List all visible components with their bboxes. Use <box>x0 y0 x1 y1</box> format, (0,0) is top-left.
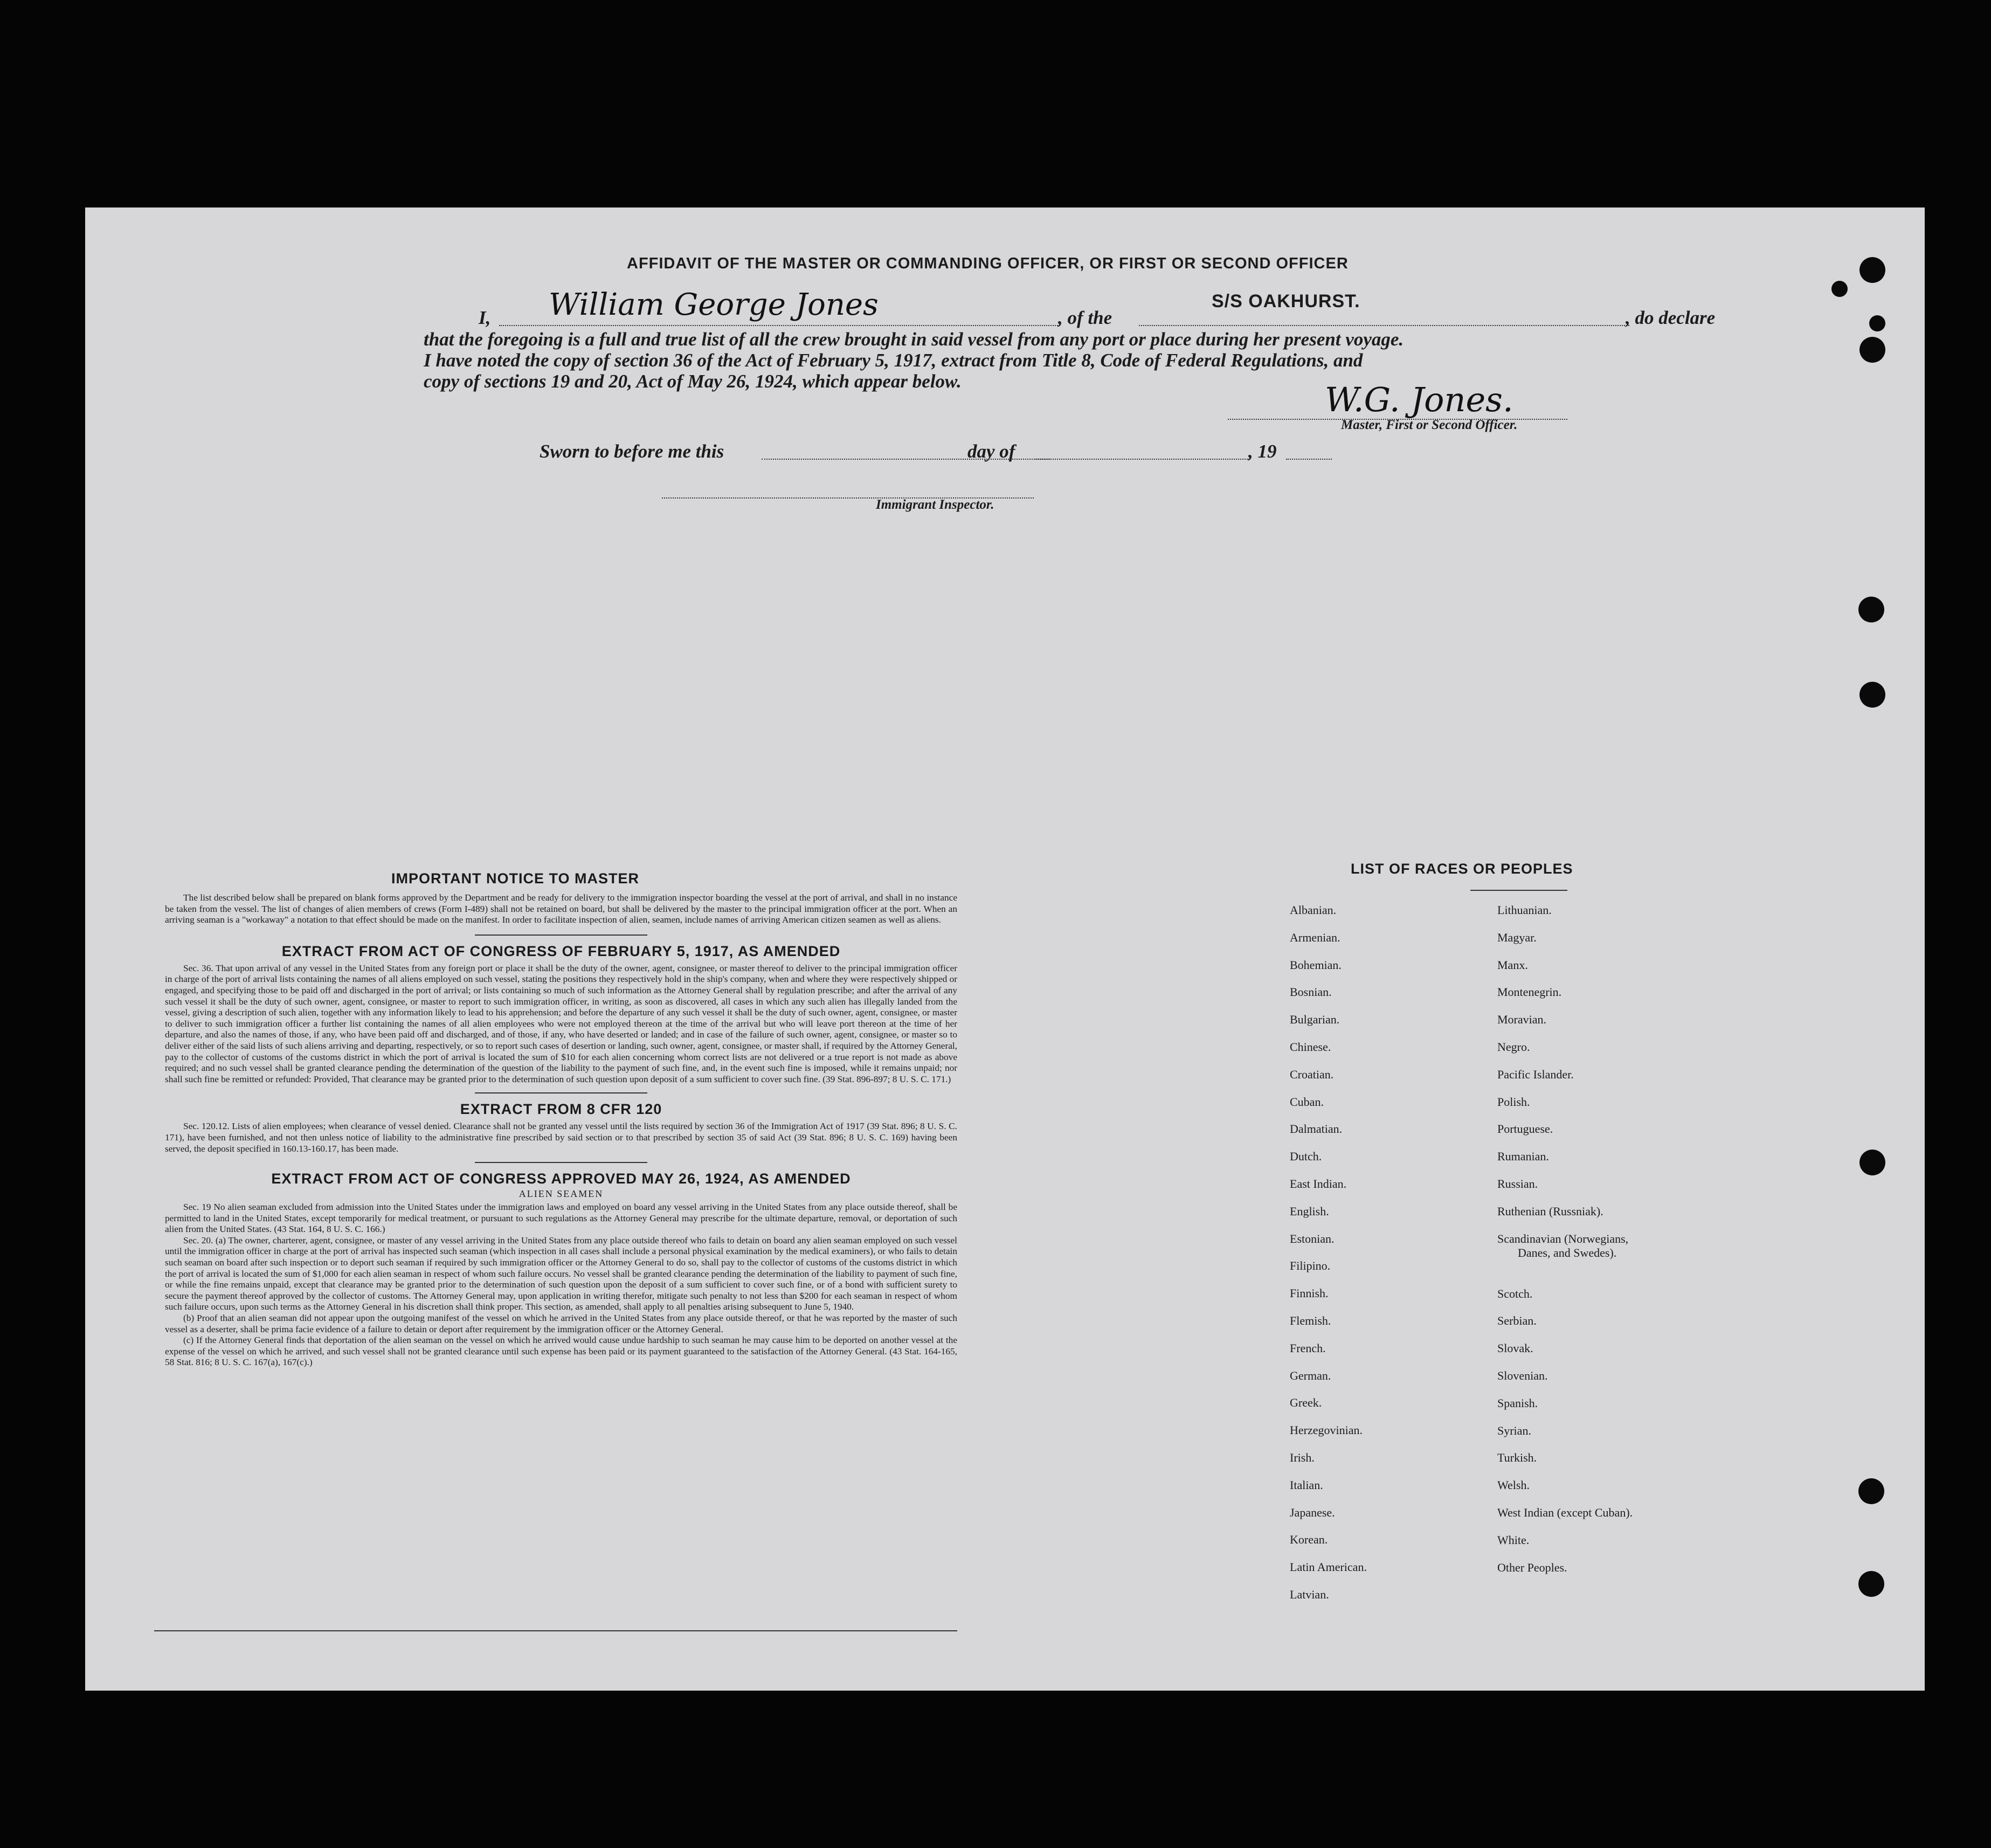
race-item: Estonian. <box>1290 1231 1335 1245</box>
race-item: Russian. <box>1497 1176 1538 1191</box>
race-item: Greek. <box>1290 1396 1322 1410</box>
race-item: Herzegovinian. <box>1290 1423 1363 1437</box>
race-item: Montenegrin. <box>1497 985 1562 999</box>
bottom-rule <box>154 1630 957 1631</box>
year-label: , 19 <box>1248 441 1277 462</box>
race-item: Italian. <box>1290 1478 1323 1492</box>
race-item: Rumanian. <box>1497 1150 1549 1164</box>
race-item: Bulgarian. <box>1290 1013 1340 1027</box>
race-item: Chinese. <box>1290 1040 1331 1054</box>
race-item: Serbian. <box>1497 1314 1537 1328</box>
notice-title: IMPORTANT NOTICE TO MASTER <box>391 870 639 887</box>
race-item: Latvian. <box>1290 1587 1329 1601</box>
document-page <box>85 207 1925 1691</box>
race-item: Magyar. <box>1497 930 1537 944</box>
extract-1924-sec20c: (c) If the Attorney General finds that deportation of the alien seaman on the vessel on which he arrived would cause undue hardship to such seaman he may cause him to be deported on another vessel at the expense of the vessel on which he arrived, and such vessel shall not be granted clearance until such expense has been paid or its payment guaranteed to the satisfaction of the Attorney General. (43 Stat. 164-165, 58 Stat. 816; 8 U. S. C. 167(a), 167(c).) <box>165 1335 957 1368</box>
punch-hole <box>1831 281 1848 297</box>
sworn-month-line <box>1034 459 1249 460</box>
divider <box>475 935 647 936</box>
race-item: Finnish. <box>1290 1286 1329 1300</box>
race-item: Japanese. <box>1290 1505 1335 1519</box>
extract-1917-text: Sec. 36. That upon arrival of any vessel in the United States from any foreign port or place it shall be the duty of the owner, agent, consignee, or master thereof to deliver to the principal immigration officer in charge of the port of arrival lists containing the names of all aliens employed on such vessel, stating the positions they respectively hold in the ship's company, when and where they were respectively shipped or engaged, and specifying those to be paid off and discharged in the port of arrival; or lists containing so much of such information as the Attorney General shall by regulation prescribe; and after the arrival of any such vessel it shall be the duty of such owner, agent, consignee, or master to report to such immigration officer, in writing, as soon as discovered, all cases in which any such alien has illegally landed from the vessel, giving a description of such alien, together with any information likely to lead to his apprehension; and before the departure of any such vessel it shall be the duty of such owner, agent, consignee, or master to deliver to such immigration officer a further list containing the names of all alien employees who were not employed thereon at the time of the arrival but who will leave port thereon at the time of her departure, and also the names of those, if any, who have been paid off and discharged, and of those, if any, who have deserted or landed; and in case of the failure of such owner, agent, consignee, or master so to deliver either of the said lists of such aliens arriving and departing, respectively, or so to report such cases of desertion or landing, such owner, agent, consignee, or master shall, if required by the Attorney General, pay to the collector of customs of the customs district in which the port of arrival is located the sum of $10 for each alien concerning whom correct lists are not delivered or a true report is not made as above required; and no such vessel shall be granted clearance pending the determination of the question of the liability to the payment of such fine, and, in the event such fine is imposed, while it remains unpaid; nor shall such fine be remitted or refunded: Provided, That clearance may be granted prior to the determination of such question upon deposit of a sum sufficient to cover such fine. (39 Stat. 896-897; 8 U. S. C. 171.) <box>165 963 958 1084</box>
extract-cfr-title: EXTRACT FROM 8 CFR 120 <box>460 1101 662 1118</box>
race-item: Portuguese. <box>1497 1122 1553 1136</box>
race-item <box>1497 1232 1633 1287</box>
race-item: French. <box>1290 1341 1326 1355</box>
divider <box>475 1162 647 1163</box>
vessel-name: S/S OAKHURST. <box>1212 291 1360 312</box>
affidavit-line-3: copy of sections 19 and 20, Act of May 26, 1924, which appear below. <box>424 371 962 392</box>
race-item: Cuban. <box>1290 1095 1324 1109</box>
race-item: Bohemian. <box>1290 958 1342 972</box>
notice-column <box>165 870 957 1368</box>
vessel-line <box>1139 325 1629 326</box>
race-item: Irish. <box>1290 1450 1315 1464</box>
race-item: Filipino. <box>1290 1259 1331 1273</box>
race-item: Croatian. <box>1290 1067 1334 1081</box>
affidavit-line-1: that the foregoing is a full and true list of all the crew brought in said vessel from any port or place during her present voyage. <box>424 329 1404 350</box>
race-item: West Indian (except Cuban). <box>1497 1505 1633 1519</box>
race-item: Pacific Islander. <box>1497 1067 1574 1081</box>
punch-hole <box>1858 1571 1884 1597</box>
race-item: Welsh. <box>1497 1478 1530 1492</box>
divider <box>475 1092 647 1093</box>
punch-hole <box>1859 257 1885 283</box>
punch-hole <box>1859 337 1885 363</box>
race-item: Scotch. <box>1497 1286 1533 1300</box>
race-item: White. <box>1497 1533 1530 1547</box>
race-item: Lithuanian. <box>1497 903 1552 917</box>
races-title: LIST OF RACES OR PEOPLES <box>1351 861 1573 877</box>
race-item: Flemish. <box>1290 1313 1331 1327</box>
races-left-list <box>1290 903 1367 1615</box>
sworn-label: Sworn to before me this <box>540 441 724 462</box>
extract-1924-sec20b: (b) Proof that an alien seaman did not appear upon the outgoing manifest of the vessel on which he arrived in the United States from any place outside thereof, or that he was reported by the master of such vessel as a deserter, shall be prima facie evidence of a failure to detain or deport after requirement by the immigration officer or the Attorney General. <box>165 1313 957 1334</box>
race-item: East Indian. <box>1290 1176 1347 1191</box>
notice-text: The list described below shall be prepared on blank forms approved by the Department and be ready for delivery to the immigration inspector boarding the vessel at the port of arrival, and shall in no instance be taken from the vessel. The list of changes of alien members of crews (Form I-489) shall not be retained on board, but shall be delivered by the master to the principal immigration officer at the port. When an arriving seaman is a "workaway" a notation to that effect should be made on the manifest. In order to facilitate inspection of alien, seamen, include names of arriving American citizen seamen as well as aliens. <box>165 892 957 925</box>
extract-1924-sec19: Sec. 19 No alien seaman excluded from admission into the United States under the immigration laws and employed on board any vessel arriving in the United States from any place outside thereof, shall be permitted to land in the United States, except temporarily for medical treatment, or pursuant to such regulations as the Attorney General may prescribe for the ultimate departure, removal, or deportation of such alien from the United States. (43 Stat. 164, 8 U. S. C. 166.) <box>165 1202 957 1235</box>
name-line <box>499 325 1060 326</box>
races-title-rule <box>1470 890 1567 891</box>
extract-1924-sec20a: Sec. 20. (a) The owner, charterer, agent, consignee, or master of any vessel arriving in the United States from any place outside thereof who fails to detain on board any alien seaman employed on such vessel until the immigration officer in charge at the port of arrival has inspected such seaman (which inspection in all cases shall include a personal physical examination by the medical examiners), or who fails to detain such seaman on board after such inspection or to deport such seaman if required by such immigration officer or the Attorney General to do so, shall pay to the collector of customs of the customs district in which the port of arrival is located the sum of $1,000 for each alien seaman in respect of whom such failure occurs. No vessel shall be granted clearance pending the determination of the liability to payment of such fine, or while the fine remains unpaid, except that clearance may be granted prior to the determination of such question upon the deposit of a sum sufficient to cover such fine, or of a bond with sufficient surety to secure the payment thereof approved by the collector of customs. The Attorney General may, upon application in writing therefor, mitigate such penalty to not less than $200 for each seaman in respect of whom such failure occurs, upon such terms as the Attorney General in his discretion shall think proper. This section, as amended, shall apply to all penalties arising subsequent to June 5, 1940. <box>165 1235 957 1312</box>
extract-cfr-text: Sec. 120.12. Lists of alien employees; when clearance of vessel denied. Clearance shall not be granted any vessel until the lists required by section 36 of the Immigration Act of 1917 (39 Stat. 896; 8 U. S. C. 171), have been furnished, and not then unless notice of liability to the administrative fine prescribed by said section or to that prescribed by section 35 of said Act (39 Stat. 896; 8 U. S. C. 169) having been served, the deposit specified in 160.13-160.17, has been made. <box>165 1121 957 1154</box>
race-item: Turkish. <box>1497 1451 1537 1465</box>
signer-name: William George Jones <box>549 287 879 322</box>
officer-signature: W.G. Jones. <box>1325 380 1513 419</box>
punch-hole <box>1858 1478 1884 1504</box>
race-item: Dutch. <box>1290 1150 1322 1164</box>
extract-1924-subtitle: ALIEN SEAMEN <box>519 1188 604 1200</box>
of-the-label: , of the <box>1058 307 1112 328</box>
extract-1917-title: EXTRACT FROM ACT OF CONGRESS OF FEBRUARY 5, 1917, AS AMENDED <box>281 943 841 959</box>
i-label: I, <box>479 307 491 328</box>
race-item-line: Scandinavian (Norwegians, <box>1497 1231 1629 1245</box>
race-item: Negro. <box>1497 1040 1530 1054</box>
race-item: Slovenian. <box>1497 1368 1548 1382</box>
affidavit-line-2: I have noted the copy of section 36 of the Act of February 5, 1917, extract from Title 8, Code of Federal Regulations, and <box>424 350 1363 371</box>
race-item-line: Danes, and Swedes). <box>1518 1245 1617 1259</box>
race-item: Ruthenian (Russniak). <box>1497 1204 1603 1218</box>
races-right-list <box>1497 903 1633 1588</box>
race-item: Bosnian. <box>1290 985 1332 999</box>
race-item: English. <box>1290 1204 1329 1218</box>
race-item: Other Peoples. <box>1497 1560 1567 1574</box>
race-item: Dalmatian. <box>1290 1122 1343 1136</box>
race-item: Polish. <box>1497 1095 1530 1109</box>
race-item: Armenian. <box>1290 930 1340 944</box>
race-item: Korean. <box>1290 1533 1328 1547</box>
punch-hole <box>1859 1150 1885 1175</box>
race-item: German. <box>1290 1368 1331 1382</box>
race-item: Manx. <box>1497 958 1528 972</box>
race-item: Slovak. <box>1497 1341 1533 1355</box>
sworn-year-line <box>1286 459 1332 460</box>
do-declare-label: , do declare <box>1626 307 1716 328</box>
race-item: Syrian. <box>1497 1423 1531 1437</box>
punch-hole <box>1858 597 1884 622</box>
punch-hole <box>1869 315 1885 331</box>
race-item: Spanish. <box>1497 1396 1538 1410</box>
extract-1924-title: EXTRACT FROM ACT OF CONGRESS APPROVED MAY 26, 1924, AS AMENDED <box>271 1171 851 1187</box>
day-of-label: day of <box>967 441 1015 462</box>
punch-hole <box>1859 682 1885 708</box>
race-item: Albanian. <box>1290 903 1337 917</box>
race-item: Moravian. <box>1497 1013 1547 1027</box>
inspector-caption: Immigrant Inspector. <box>876 497 994 512</box>
affidavit-title: AFFIDAVIT OF THE MASTER OR COMMANDING OFFICER, OR FIRST OR SECOND OFFICER <box>627 255 1349 272</box>
master-caption: Master, First or Second Officer. <box>1341 418 1518 432</box>
race-item: Latin American. <box>1290 1560 1367 1574</box>
